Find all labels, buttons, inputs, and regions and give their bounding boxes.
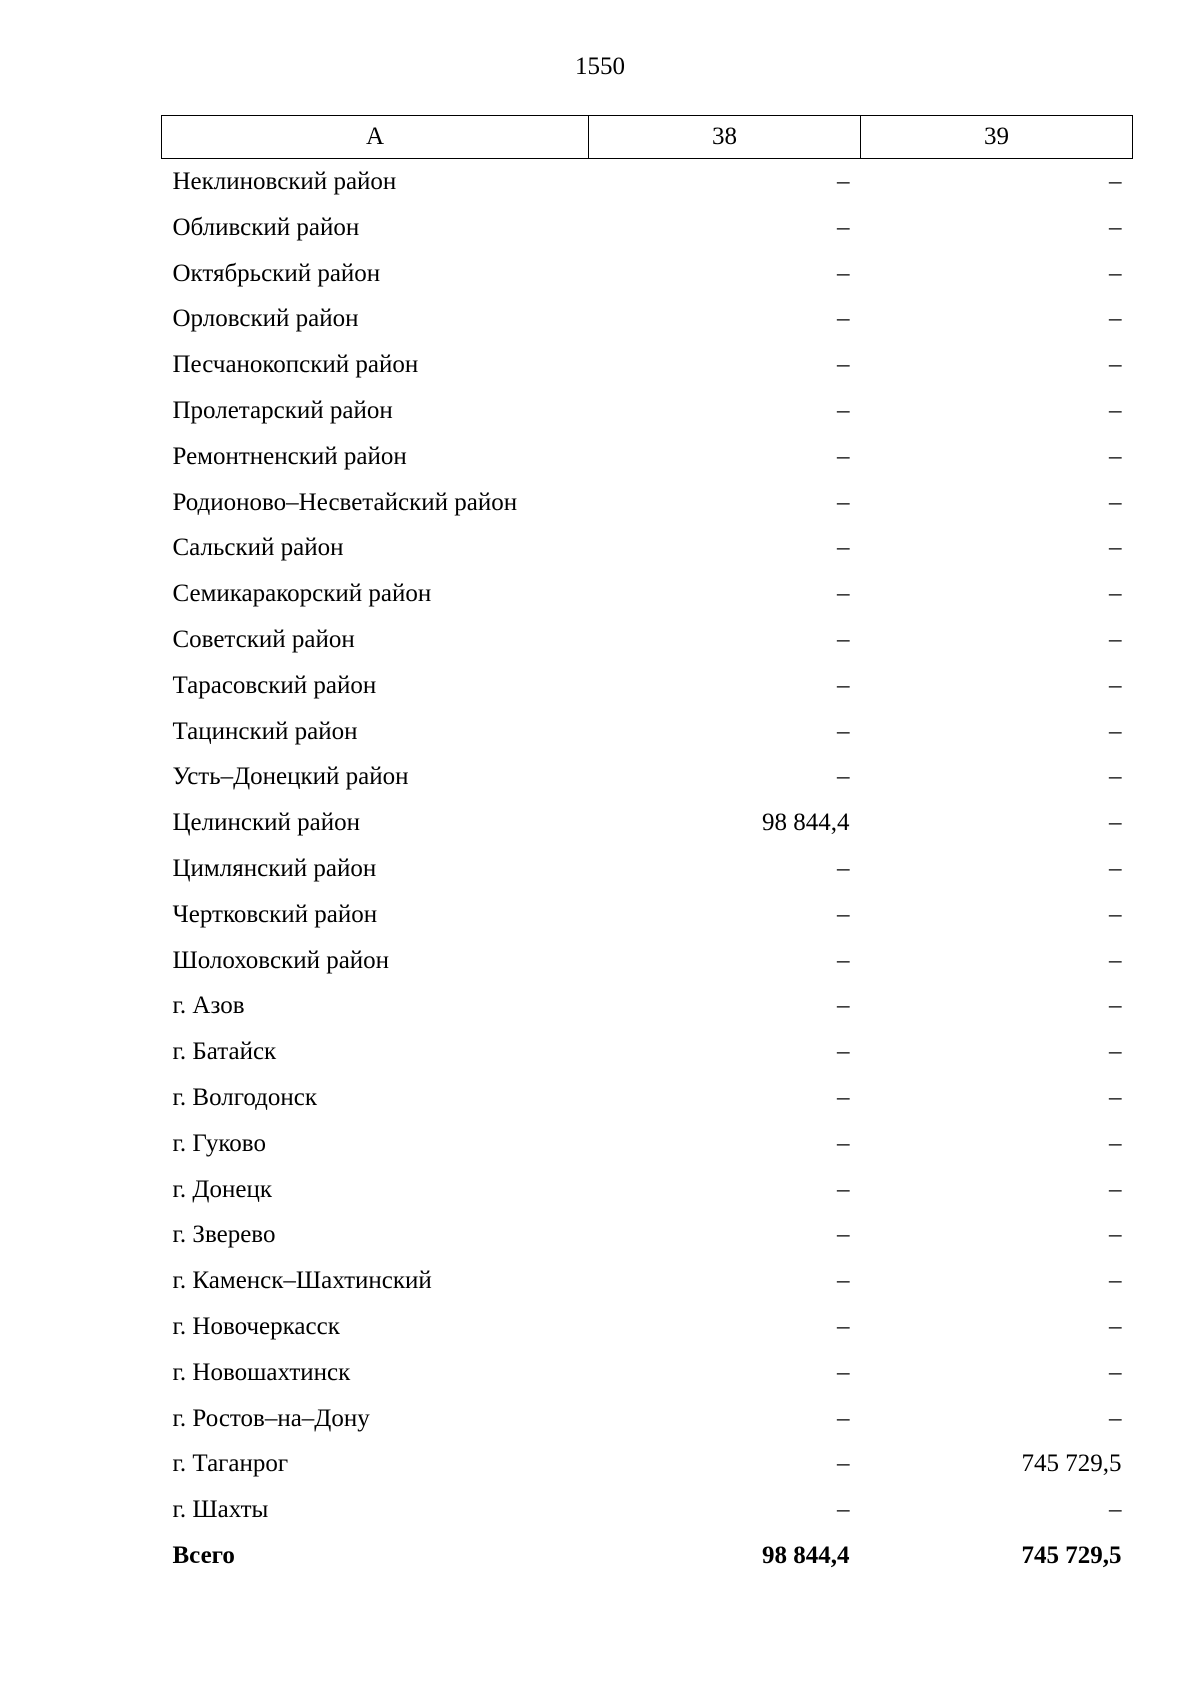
row-name: г. Батайск <box>172 1038 277 1066</box>
row-value-39: – <box>1109 1175 1122 1203</box>
table-row <box>162 525 1133 571</box>
row-value-39: – <box>1109 1129 1122 1157</box>
row-name: Ремонтненский район <box>172 442 407 470</box>
row-value-39: – <box>1109 534 1122 562</box>
table-row <box>162 1350 1133 1396</box>
row-value-38: – <box>837 854 850 882</box>
total-row <box>162 1533 1133 1579</box>
row-name: Семикаракорский район <box>172 580 432 608</box>
row-value-39: – <box>1109 717 1122 745</box>
table-row <box>162 434 1133 480</box>
row-value-38: – <box>837 1496 850 1524</box>
row-value-39: – <box>1109 809 1122 837</box>
row-value-39: – <box>1109 1358 1122 1386</box>
row-name: Октябрьский район <box>172 259 381 287</box>
table-row <box>162 1258 1133 1304</box>
row-value-39: – <box>1109 1221 1122 1249</box>
table-row <box>162 709 1133 755</box>
row-value-38: – <box>837 900 850 928</box>
data-table <box>161 115 1133 1579</box>
header-col-a: А <box>162 116 589 159</box>
row-value-38: – <box>837 992 850 1020</box>
table-row <box>162 388 1133 434</box>
row-value-38: – <box>837 1267 850 1295</box>
row-value-39: – <box>1109 259 1122 287</box>
total-value-39: 745 729,5 <box>1021 1541 1122 1569</box>
row-value-39: – <box>1109 1312 1122 1340</box>
table-row <box>162 159 1133 205</box>
row-name: г. Каменск–Шахтинский <box>172 1267 432 1295</box>
row-name: г. Азов <box>172 992 245 1020</box>
row-value-38: – <box>837 1312 850 1340</box>
row-value-38: – <box>837 1175 850 1203</box>
row-value-39: – <box>1109 854 1122 882</box>
row-name: Орловский район <box>172 305 359 333</box>
row-value-39: 745 729,5 <box>1021 1450 1122 1478</box>
total-label: Всего <box>172 1541 235 1569</box>
table-row <box>162 1167 1133 1213</box>
row-value-38: – <box>837 305 850 333</box>
row-value-39: – <box>1109 580 1122 608</box>
row-value-39: – <box>1109 992 1122 1020</box>
row-name: г. Донецк <box>172 1175 272 1203</box>
row-name: г. Гуково <box>172 1129 266 1157</box>
header-row <box>162 116 1133 159</box>
table-row <box>162 296 1133 342</box>
row-value-39: – <box>1109 1038 1122 1066</box>
row-name: г. Новочеркасск <box>172 1312 340 1340</box>
table-row <box>162 617 1133 663</box>
row-name: г. Шахты <box>172 1496 269 1524</box>
table-row <box>162 754 1133 800</box>
table-row <box>162 251 1133 297</box>
table-row <box>162 1304 1133 1350</box>
row-value-39: – <box>1109 1083 1122 1111</box>
table-row <box>162 938 1133 984</box>
table-header <box>162 116 1133 159</box>
row-value-38: – <box>837 1083 850 1111</box>
table-row <box>162 1121 1133 1167</box>
row-value-38: 98 844,4 <box>762 809 850 837</box>
row-name: Советский район <box>172 625 355 653</box>
row-name: г. Волгодонск <box>172 1083 318 1111</box>
row-name: Шолоховский район <box>172 946 390 974</box>
row-value-39: – <box>1109 1404 1122 1432</box>
row-value-39: – <box>1109 396 1122 424</box>
row-value-39: – <box>1109 671 1122 699</box>
row-name: Усть–Донецкий район <box>172 763 409 791</box>
row-value-38: – <box>837 168 850 195</box>
table-row <box>162 800 1133 846</box>
row-name: Песчанокопский район <box>172 351 419 379</box>
table-row <box>162 1029 1133 1075</box>
row-name: г. Зверево <box>172 1221 276 1249</box>
row-value-38: – <box>837 396 850 424</box>
row-value-39: – <box>1109 442 1122 470</box>
header-col-39: 39 <box>861 116 1133 159</box>
row-value-38: – <box>837 671 850 699</box>
table-row <box>162 205 1133 251</box>
row-name: Целинский район <box>172 809 360 837</box>
row-name: г. Ростов–на–Дону <box>172 1404 370 1432</box>
row-value-39: – <box>1109 213 1122 241</box>
row-value-38: – <box>837 442 850 470</box>
row-name: Сальский район <box>172 534 344 562</box>
row-name: г. Новошахтинск <box>172 1358 351 1386</box>
row-value-38: – <box>837 1221 850 1249</box>
table-row <box>162 846 1133 892</box>
row-value-38: – <box>837 625 850 653</box>
row-value-38: – <box>837 1038 850 1066</box>
row-value-38: – <box>837 534 850 562</box>
row-value-38: – <box>837 946 850 974</box>
row-name: Цимлянский район <box>172 854 377 882</box>
row-value-38: – <box>837 763 850 791</box>
row-name: Пролетарский район <box>172 396 393 424</box>
row-value-38: – <box>837 488 850 516</box>
table-row <box>162 983 1133 1029</box>
row-name: Тацинский район <box>172 717 358 745</box>
row-value-39: – <box>1109 1267 1122 1295</box>
row-value-38: – <box>837 259 850 287</box>
row-value-39: – <box>1109 351 1122 379</box>
row-value-39: – <box>1109 763 1122 791</box>
row-name: Чертковский район <box>172 900 378 928</box>
row-value-38: – <box>837 1404 850 1432</box>
row-value-38: – <box>837 717 850 745</box>
row-value-39: – <box>1109 168 1122 195</box>
row-value-39: – <box>1109 900 1122 928</box>
table-row <box>162 1396 1133 1442</box>
row-value-38: – <box>837 1450 850 1478</box>
table-row <box>162 1441 1133 1487</box>
table-row <box>162 663 1133 709</box>
row-value-38: – <box>837 580 850 608</box>
table-row <box>162 892 1133 938</box>
row-name: Родионово–Несветайский район <box>172 488 518 516</box>
row-value-39: – <box>1109 488 1122 516</box>
row-value-39: – <box>1109 625 1122 653</box>
table-body <box>162 159 1133 1579</box>
row-value-38: – <box>837 1129 850 1157</box>
table-row <box>162 480 1133 526</box>
table-row <box>162 1487 1133 1533</box>
row-name: Неклиновский район <box>172 168 397 195</box>
row-name: Тарасовский район <box>172 671 377 699</box>
table-row <box>162 1075 1133 1121</box>
row-name: Обливский район <box>172 213 360 241</box>
page-number: 1550 <box>575 53 625 80</box>
header-col-38: 38 <box>589 116 861 159</box>
table-row <box>162 571 1133 617</box>
row-value-38: – <box>837 213 850 241</box>
table-row <box>162 342 1133 388</box>
total-value-38: 98 844,4 <box>762 1541 850 1569</box>
table-row <box>162 1212 1133 1258</box>
row-name: г. Таганрог <box>172 1450 289 1478</box>
row-value-38: – <box>837 351 850 379</box>
row-value-38: – <box>837 1358 850 1386</box>
row-value-39: – <box>1109 1496 1122 1524</box>
row-value-39: – <box>1109 305 1122 333</box>
row-value-39: – <box>1109 946 1122 974</box>
